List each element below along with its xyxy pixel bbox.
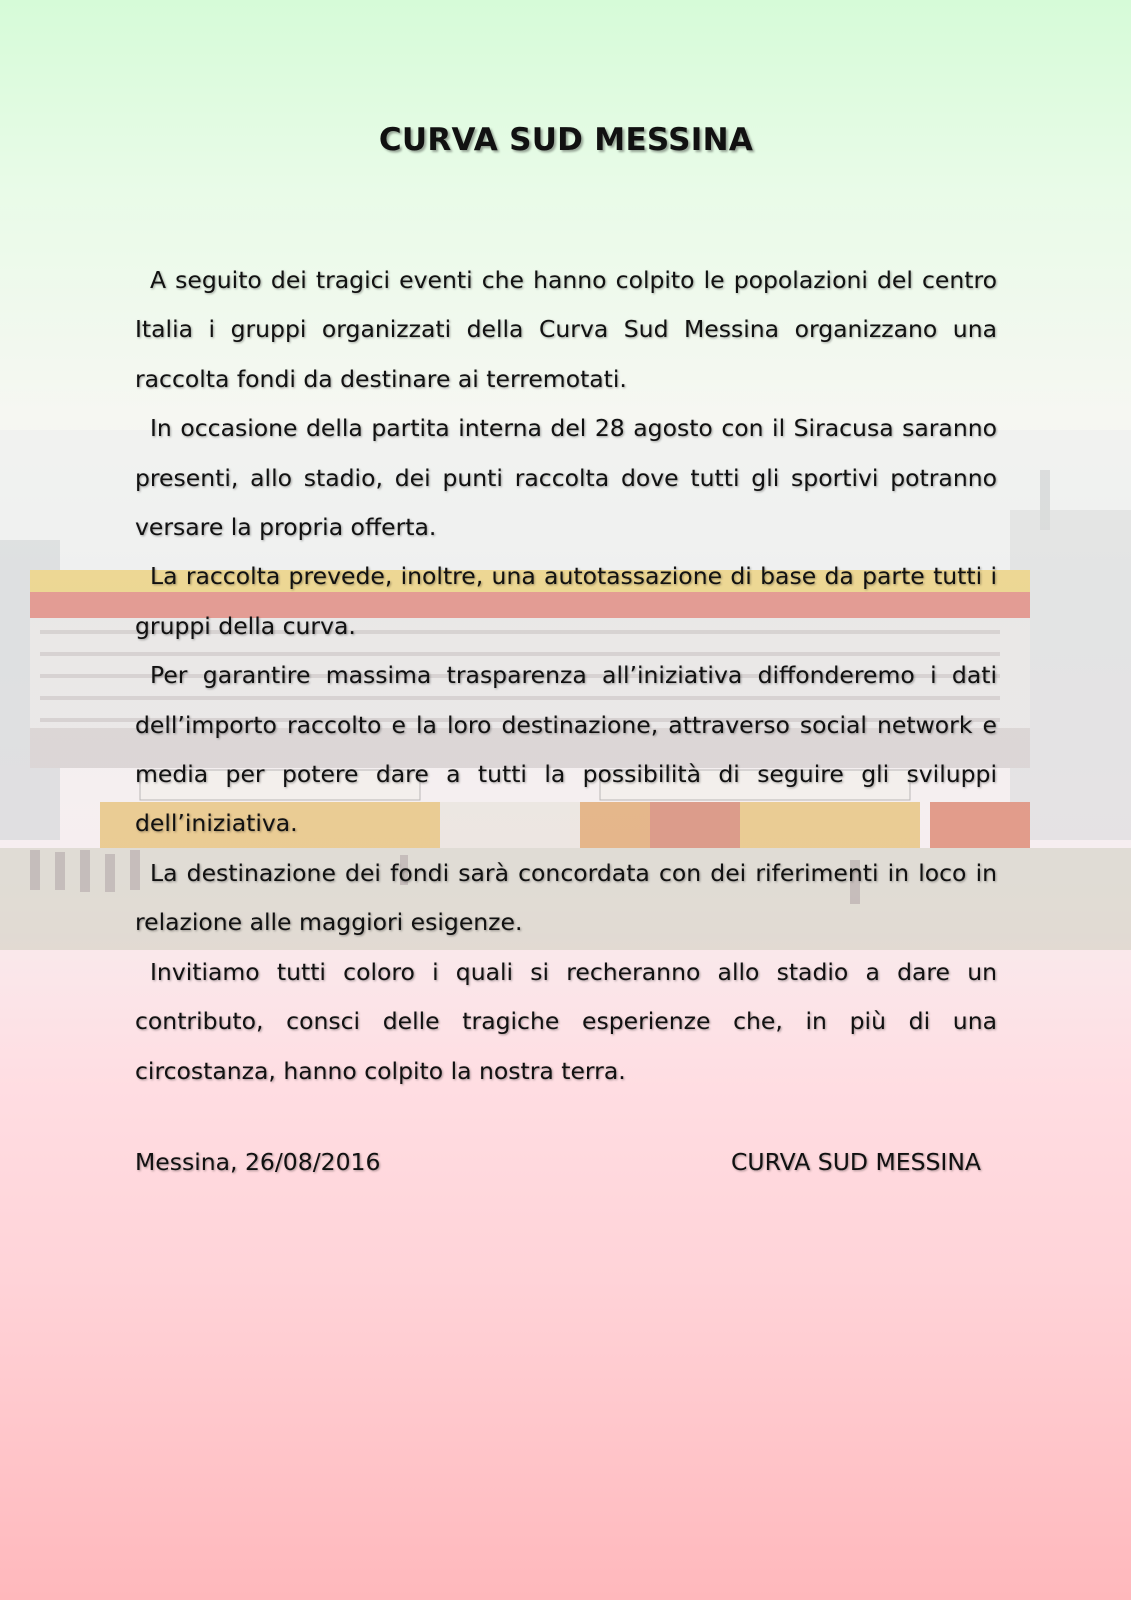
paragraph-4: Per garantire massima trasparenza all’iniziativa diffonderemo i dati dell’importo raccolto e la loro destinazione, attraverso social network e media per potere dare a tutti la possibilità di seguire gli sviluppi dell’iniziativa. <box>135 661 997 838</box>
document-title: CURVA SUD MESSINA <box>378 122 754 158</box>
letter-footer <box>135 1148 997 1188</box>
place-date: Messina, 26/08/2016 <box>135 1148 381 1176</box>
signature: CURVA SUD MESSINA <box>731 1148 981 1176</box>
paragraph-1: A seguito dei tragici eventi che hanno colpito le popolazioni del centro Italia i gruppi organizzati della Curva Sud Messina organizzano una raccolta fondi da destinare ai terremotati. <box>135 266 997 393</box>
letter-body <box>135 256 997 1096</box>
paragraph-2: In occasione della partita interna del 28 agosto con il Siracusa saranno presenti, allo stadio, dei punti raccolta dove tutti gli sportivi potranno versare la propria offerta. <box>135 414 997 542</box>
paragraph-6: Invitiamo tutti coloro i quali si recheranno allo stadio a dare un contributo, consci delle tragiche esperienze che, in più di una circostanza, hanno colpito la nostra terra. <box>135 957 997 1085</box>
paragraph-3: La raccolta prevede, inoltre, una autotassazione di base da parte tutti i gruppi della curva. <box>135 562 997 640</box>
paragraph-5: La destinazione dei fondi sarà concordata con dei riferimenti in loco in relazione alle maggiori esigenze. <box>135 858 997 937</box>
